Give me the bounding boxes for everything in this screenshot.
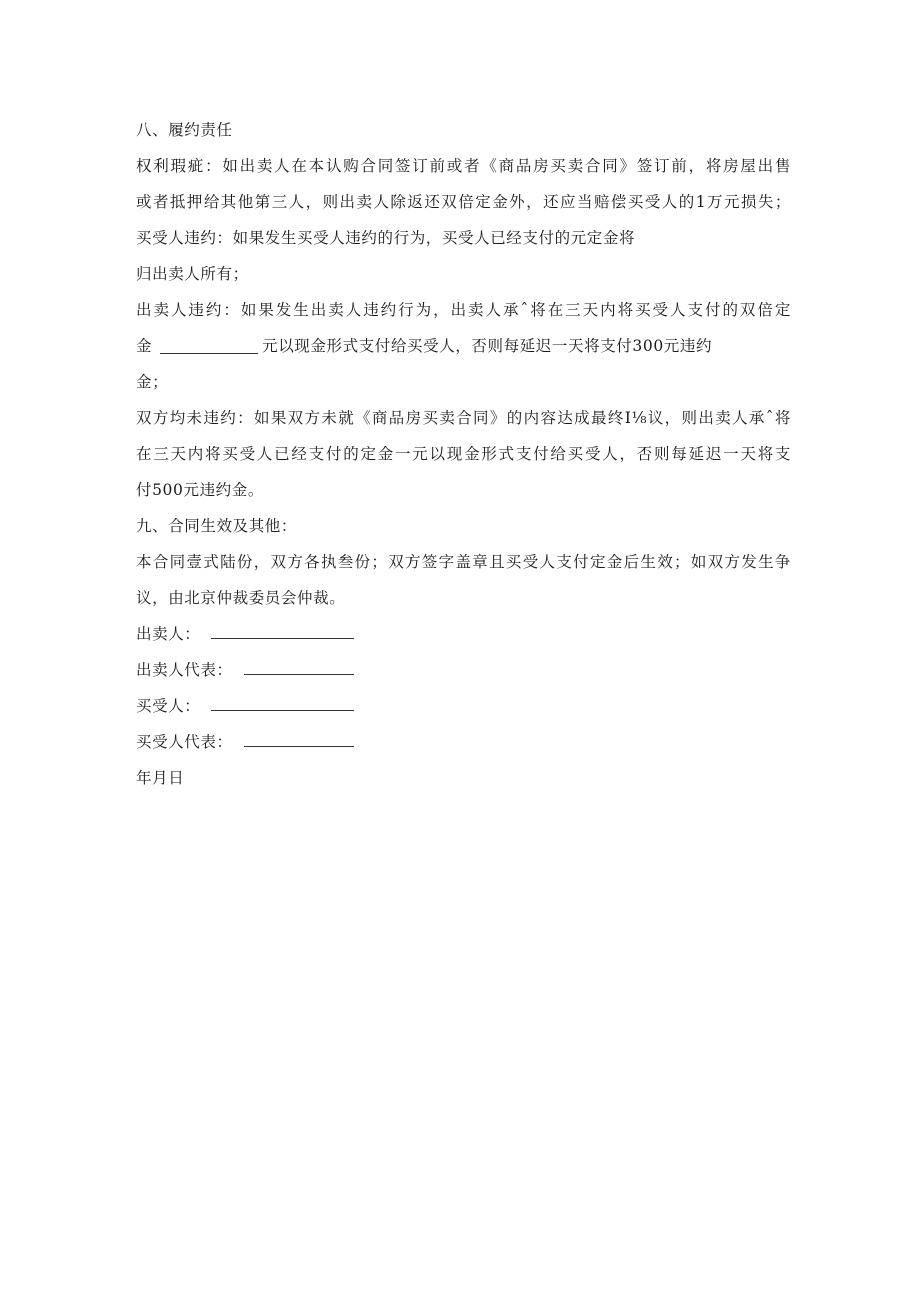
seller-breach-line-3: 金； xyxy=(136,373,169,391)
deposit-amount-blank xyxy=(160,335,258,354)
buyer-signature-row xyxy=(136,688,796,724)
buyer-rep-signature-line[interactable] xyxy=(244,728,354,747)
title-defect-line-1: 权利瑕疵：如出卖人在本认购合同签订前或者《商品房买卖合同》签订前，将房屋出售 xyxy=(136,157,791,175)
seller-signature-row xyxy=(136,616,796,652)
seller-signature-line[interactable] xyxy=(211,620,354,639)
buyer-rep-label: 买受人代表： xyxy=(136,733,233,751)
section-8-heading: 八、履约责任 xyxy=(136,121,233,139)
neither-breach-line-1: 双方均未违约：如果双方未就《商品房买卖合同》的内容达成最终I⅛议，则出卖人承ˆ将 xyxy=(136,409,791,427)
section-9-body-line-1: 本合同壹式陆份，双方各执叁份；双方签字盖章且买受人支付定金后生效；如双方发生争 xyxy=(136,553,791,571)
buyer-rep-signature-row xyxy=(136,724,796,760)
contract-page xyxy=(136,112,796,796)
seller-rep-signature-line[interactable] xyxy=(244,656,354,675)
seller-breach-line-2 xyxy=(136,328,796,364)
seller-breach-line-2-prefix: 金 xyxy=(136,337,153,355)
title-defect-line-2: 或者抵押给其他第三人，则出卖人除返还双倍定金外，还应当赔偿买受人的1万元损失； xyxy=(136,193,791,211)
neither-breach-line-3: 付500元违约金。 xyxy=(136,481,264,499)
neither-breach-line-2: 在三天内将买受人已经支付的定金一元以现金形式支付给买受人，否则每延迟一天将支 xyxy=(136,445,791,463)
seller-rep-signature-row xyxy=(136,652,796,688)
seller-breach-line-2-suffix: 元以现金形式支付给买受人，否则每延迟一天将支付300元违约 xyxy=(262,337,713,355)
buyer-breach-line-1: 买受人违约：如果发生买受人违约的行为，买受人已经支付的元定金将 xyxy=(136,229,636,247)
section-9-body-line-2: 议，由北京仲裁委员会仲裁。 xyxy=(136,589,346,607)
section-9-heading: 九、合同生效及其他： xyxy=(136,517,298,535)
buyer-breach-line-2: 归出卖人所有； xyxy=(136,265,249,283)
buyer-signature-line[interactable] xyxy=(211,692,354,711)
seller-rep-label: 出卖人代表： xyxy=(136,661,233,679)
seller-breach-line-1: 出卖人违约：如果发生出卖人违约行为，出卖人承ˆ将在三天内将买受人支付的双倍定 xyxy=(136,301,791,319)
buyer-label: 买受人： xyxy=(136,697,201,715)
date-line: 年月日 xyxy=(136,769,185,787)
seller-label: 出卖人： xyxy=(136,625,201,643)
